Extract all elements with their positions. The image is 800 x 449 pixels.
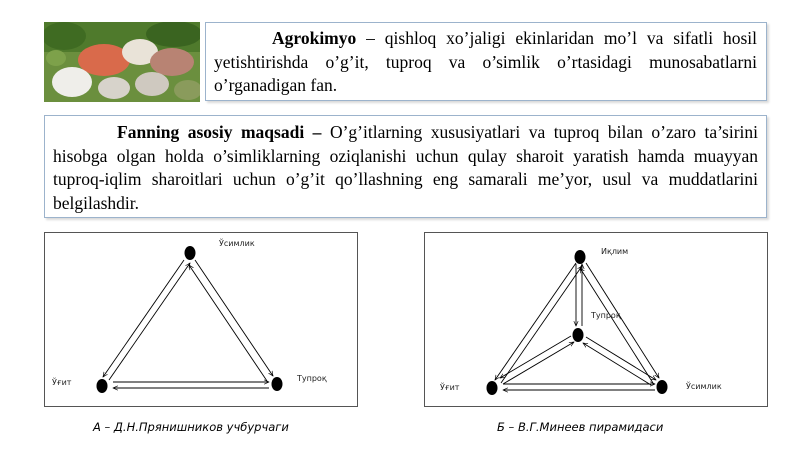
diagram-a: [45, 233, 357, 406]
label-fertilizer: Ўғит: [440, 383, 460, 392]
label-climate: Иқлим: [601, 247, 629, 256]
label-plant: Ўсимлик: [219, 239, 255, 248]
diagram-b-frame: [424, 232, 768, 407]
arrow-soil-to-plant: [189, 265, 267, 381]
goal-box: [44, 115, 767, 218]
node-plant: [657, 380, 668, 394]
arrow-fertilizer-to-plant: [109, 263, 190, 380]
arrow-soil-to-plant: [586, 337, 656, 380]
label-fertilizer: Ўғит: [52, 378, 72, 387]
definition-text: qishloq xo’jaligi ekinlaridan mo’l va sifatli hosil yetishtirishda o’g’it, tuproq va o’simlik o’rtasidagi munosabatlarni o’rganadigan fan.: [214, 28, 757, 95]
node-fertilizer: [487, 381, 498, 395]
agro-photo: [44, 22, 200, 102]
goal-text: O’g’itlarning xususiyatlari va tuproq bilan o’zaro ta’sirini hisobga olgan holda o’simliklarning oziqlanishi uchun qulay sharoit yaratish hamda muayyan tuproq-iqlim sharoitlari uchun o’g’it qo’llashning eng samarali me’yor, usul va muddatlarini belgilashdir.: [53, 122, 759, 213]
node-soil: [272, 377, 283, 391]
definition-dash: –: [356, 28, 385, 48]
arrow-plant-to-soil: [195, 260, 273, 376]
node-climate: [575, 250, 586, 264]
arrow-fertilizer-to-climate: [501, 266, 582, 383]
node-fertilizer: [97, 379, 108, 393]
arrow-fertilizer-to-soil: [503, 342, 574, 384]
arrow-climate-to-plant: [586, 263, 659, 378]
arrow-climate-to-fertilizer: [495, 263, 576, 380]
caption-diagram-a: А – Д.Н.Прянишников учбурчаги: [93, 420, 289, 434]
label-plant: Ўсимлик: [686, 382, 722, 391]
arrow-plant-to-fertilizer: [103, 260, 184, 377]
node-plant: [185, 246, 196, 260]
diagram-b: [425, 233, 767, 406]
goal-term: Fanning asosiy maqsadi –: [117, 122, 322, 142]
label-soil: Тупроқ: [297, 374, 327, 383]
diagram-a-frame: [44, 232, 358, 407]
node-soil: [573, 328, 584, 342]
definition-term: Agrokimyo: [272, 28, 357, 48]
definition-box: [205, 22, 767, 101]
label-soil: Тупроқ: [591, 311, 621, 320]
arrow-plant-to-climate: [580, 268, 653, 383]
caption-diagram-b: Б – В.Г.Минеев пирамидаси: [497, 420, 664, 434]
